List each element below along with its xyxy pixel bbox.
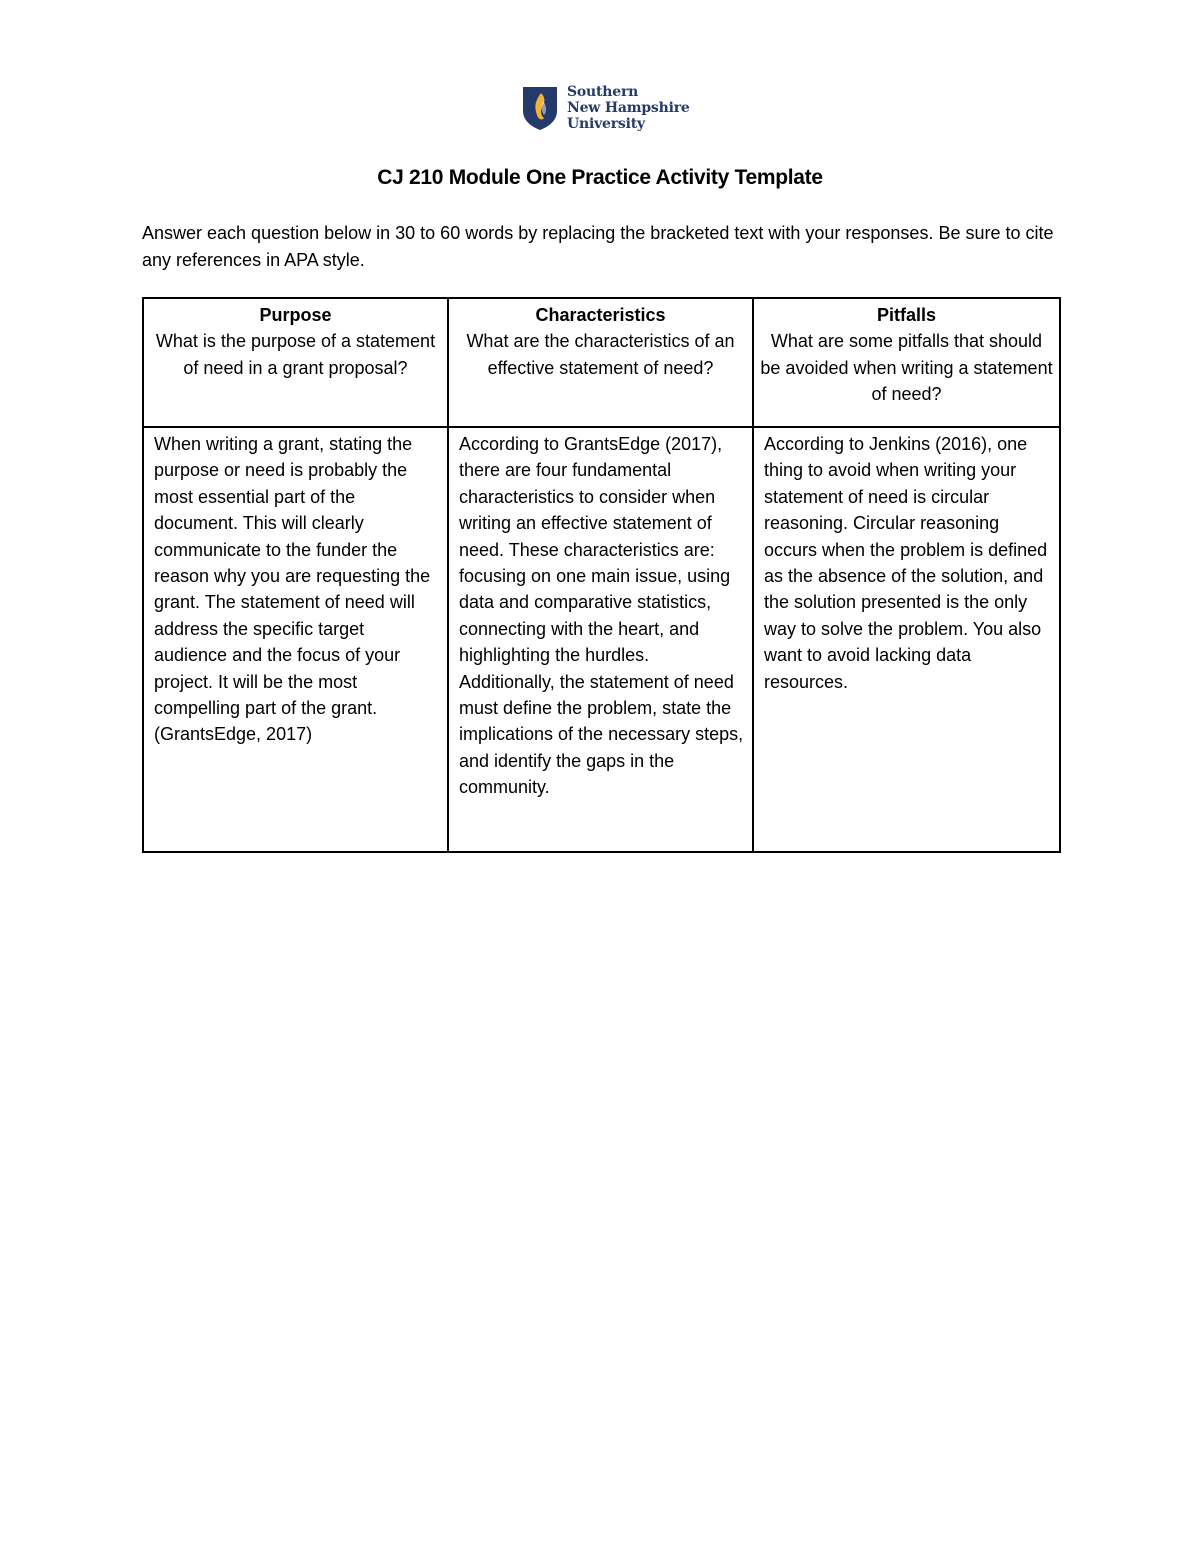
header-cell-characteristics [448, 298, 753, 427]
answer-text: According to GrantsEdge (2017), there are four fundamental characteristics to consider when writing an effective statement of need. These characteristics are: focusing on one main issue, using data and comparative statistics, connecting with the heart, and highlighting the hurdles. Additionally, the statement of need must define the problem, state the implications of the necessary steps, and identify the gaps in the community. [459, 434, 744, 798]
column-heading: Purpose [259, 305, 332, 325]
logo-line-new-hampshire: New Hampshire [567, 100, 690, 116]
column-heading: Pitfalls [876, 305, 937, 325]
table-row [143, 427, 1060, 852]
column-question: What is the purpose of a statement of need in a grant proposal? [155, 331, 436, 378]
answer-text: When writing a grant, stating the purpose or need is probably the most essential part of the document. This will clearly communicate to the funder the reason why you are requesting the grant. The statement of need will address the specific target audience and the focus of your project. It will be the most compelling part of the grant. [154, 434, 431, 719]
logo-line-university: University [567, 116, 645, 132]
instructions-paragraph: Answer each question below in 30 to 60 words by replacing the bracketed text with your responses. Be sure to cite any references in APA style. [142, 223, 1054, 270]
column-heading: Characteristics [535, 305, 666, 325]
header-cell-pitfalls [753, 298, 1060, 427]
document-title: CJ 210 Module One Practice Activity Template [377, 166, 823, 189]
answer-citation: (GrantsEdge, 2017) [154, 724, 313, 745]
logo-wordmark [567, 84, 690, 132]
flame-shield-icon [521, 85, 559, 131]
column-question: What are some pitfalls that should be avoided when writing a statement of need? [760, 331, 1053, 405]
answer-text: According to Jenkins (2016), one thing to avoid when writing your statement of need is circular reasoning. Circular reasoning occurs when the problem is defined as the absence of the solution, and the solution presented is the only way to solve the problem. You also want to avoid lacking data resources. [764, 434, 1048, 692]
header-cell-purpose [143, 298, 448, 427]
activity-table [142, 297, 1061, 853]
column-question: What are the characteristics of an effective statement of need? [466, 331, 735, 378]
logo-line-southern: Southern [567, 84, 639, 100]
university-logo [521, 84, 690, 132]
table-header-row [143, 298, 1060, 427]
answer-cell-characteristics[interactable] [448, 427, 753, 852]
answer-cell-purpose[interactable] [143, 427, 448, 852]
answer-cell-pitfalls[interactable] [753, 427, 1060, 852]
